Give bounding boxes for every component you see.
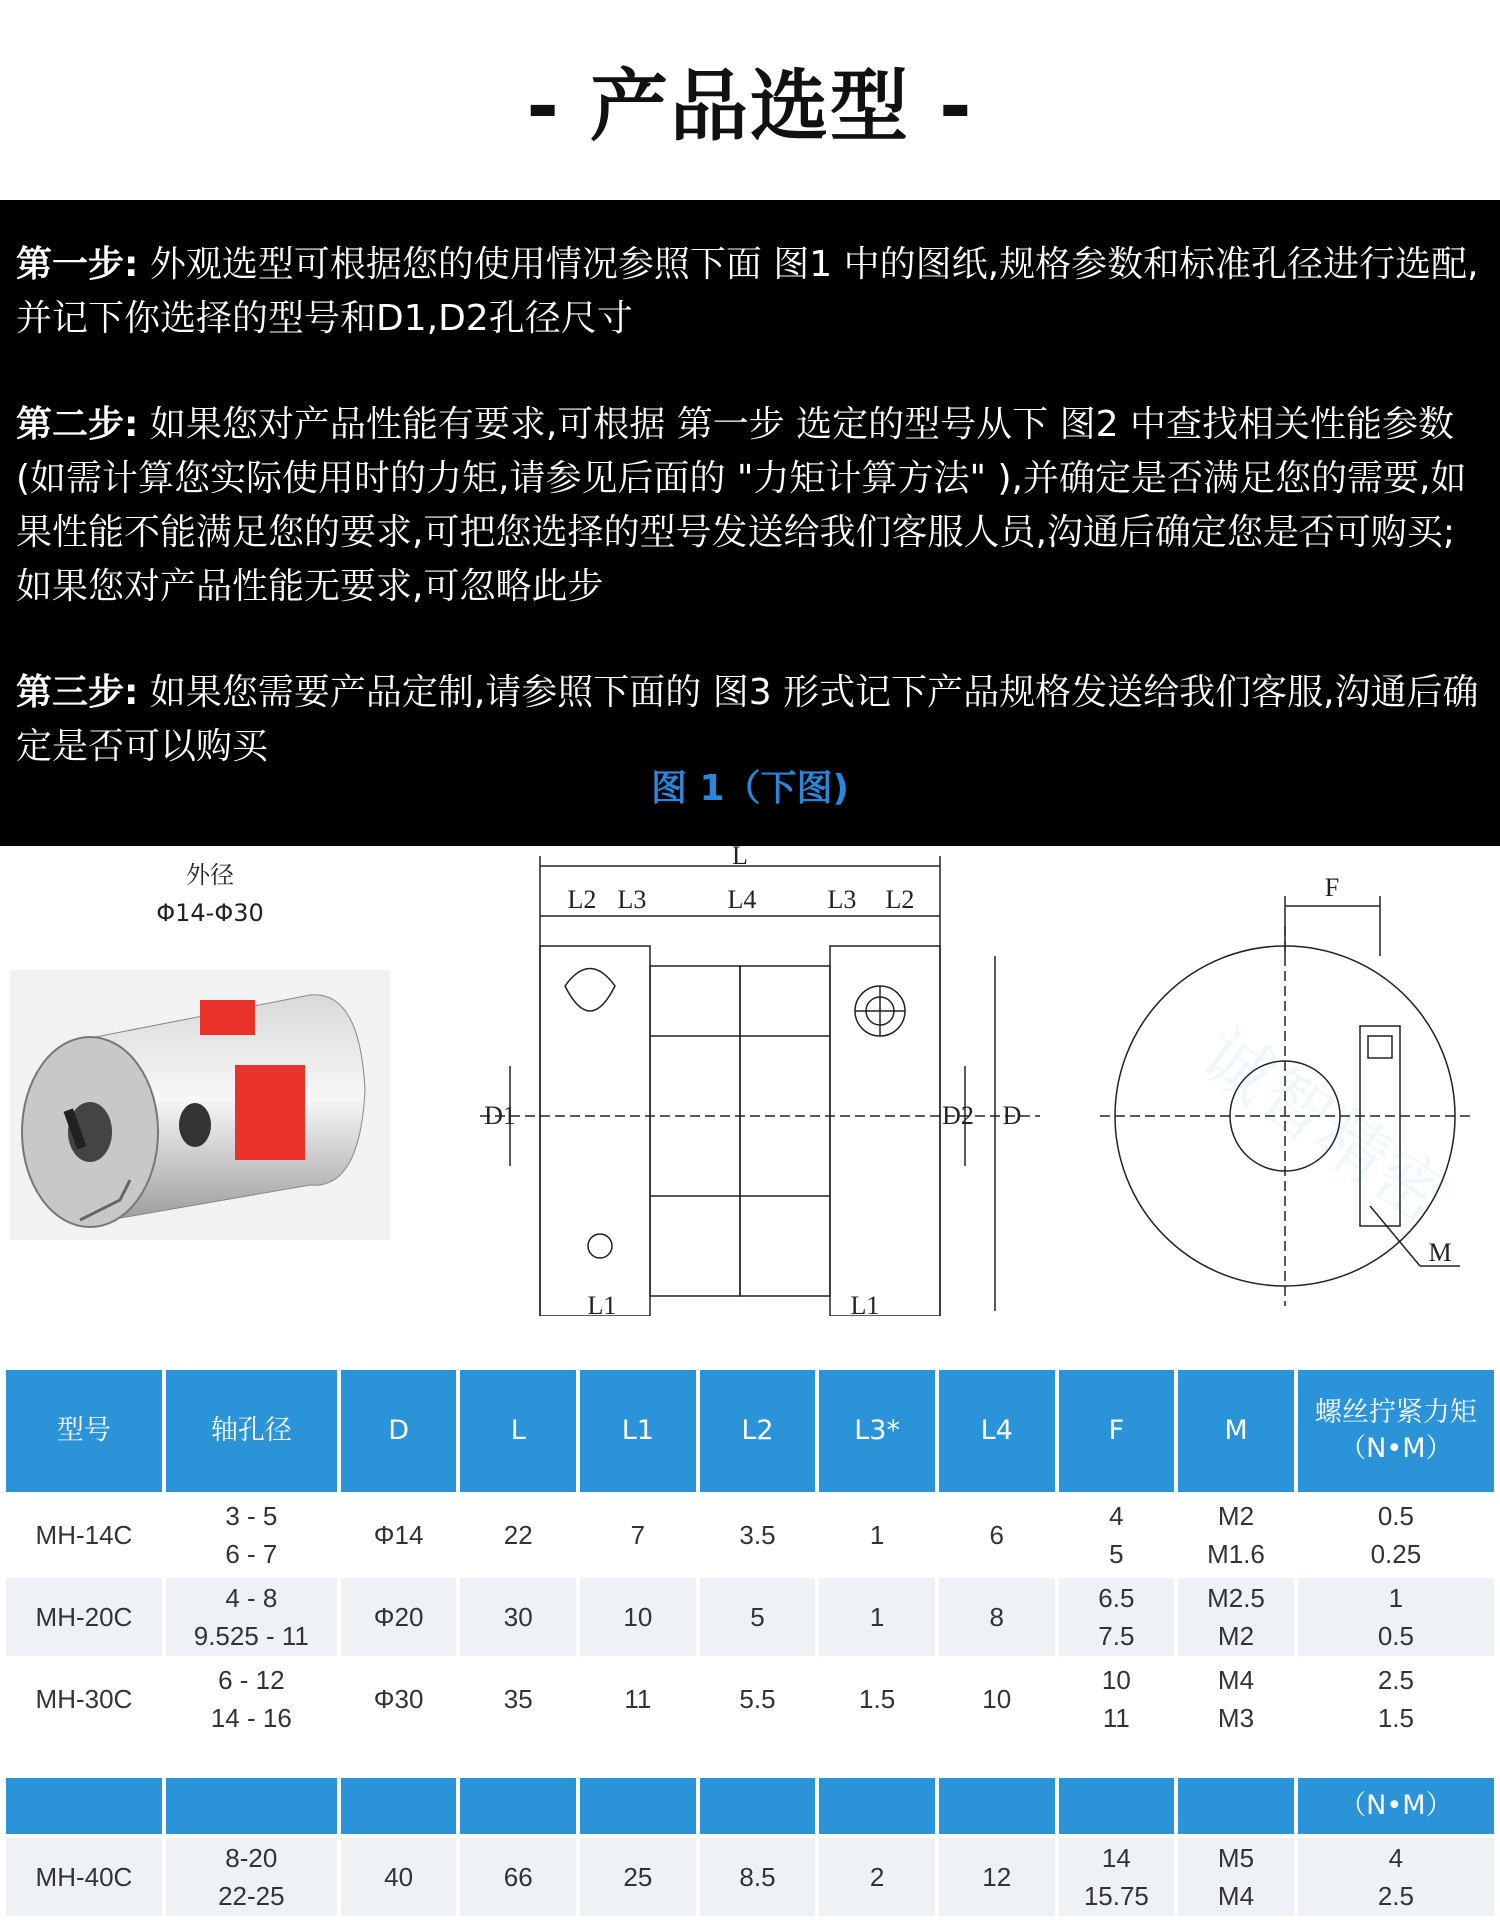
col-torque xyxy=(1298,1370,1494,1492)
step-1 xyxy=(16,238,1486,346)
cell-L3: 2 xyxy=(819,1838,935,1916)
cell-L4: 6 xyxy=(939,1496,1055,1574)
step-2-text: 如果您对产品性能有要求,可根据 第一步 选定的型号从下 图2 中查找相关性能参数(如需计算您实际使用时的力矩,请参见后面的 "力矩计算方法" ),并确定是否满足您的需要,如果性能不能满足您的要求,可把您选择的型号发送给我们客服人员,沟通后确定您是否可购买;如果您对产品性能无要求,可忽略此步 xyxy=(16,404,1467,607)
col-L2 xyxy=(700,1778,816,1834)
cell-L3: 1.5 xyxy=(819,1660,935,1738)
photo-label-line1: 外径 xyxy=(186,861,234,889)
col-torque-label: 螺丝拧紧力矩 xyxy=(1314,1397,1477,1428)
cell-L: 66 xyxy=(460,1838,576,1916)
label-L1-right: L1 xyxy=(850,1291,880,1316)
cell-F: 10 11 xyxy=(1059,1660,1175,1738)
table-header-row xyxy=(6,1370,1494,1492)
step-3 xyxy=(16,666,1486,774)
table-row xyxy=(6,1838,1494,1916)
cell-model: MH-30C xyxy=(6,1660,162,1738)
side-view-drawing xyxy=(480,846,1040,1316)
cell-L2: 8.5 xyxy=(700,1838,816,1916)
cell-torque: 0.5 0.25 xyxy=(1298,1496,1494,1574)
col-L3 xyxy=(819,1778,935,1834)
cell-D: Φ14 xyxy=(341,1496,457,1574)
label-L3-left: L3 xyxy=(617,885,647,914)
cell-L: 30 xyxy=(460,1578,576,1656)
cell-D: Φ20 xyxy=(341,1578,457,1656)
cell-L2: 5 xyxy=(700,1578,816,1656)
cell-bore: 3 - 5 6 - 7 xyxy=(166,1496,337,1574)
cell-L2: 3.5 xyxy=(700,1496,816,1574)
watermark: 诚智精密 xyxy=(1186,1015,1460,1240)
page-title: - 产品选型 - xyxy=(526,62,974,152)
label-D: D xyxy=(1002,1101,1022,1130)
cell-D: 40 xyxy=(341,1838,457,1916)
cell-L: 22 xyxy=(460,1496,576,1574)
photo-label xyxy=(150,856,270,932)
cell-F: 14 15.75 xyxy=(1059,1838,1175,1916)
table-row xyxy=(6,1660,1494,1738)
table-row xyxy=(6,1496,1494,1574)
col-model xyxy=(6,1778,162,1834)
cell-model: MH-40C xyxy=(6,1838,162,1916)
table-2-header-row xyxy=(6,1778,1494,1834)
cell-M: M5 M4 xyxy=(1178,1838,1294,1916)
col-L4: L4 xyxy=(939,1370,1055,1492)
step-1-lead: 第一步: xyxy=(16,244,139,285)
cell-M: M2 M1.6 xyxy=(1178,1496,1294,1574)
cell-model: MH-14C xyxy=(6,1496,162,1574)
step-1-text: 外观选型可根据您的使用情况参照下面 图1 中的图纸,规格参数和标准孔径进行选配,并记下你选择的型号和D1,D2孔径尺寸 xyxy=(16,244,1479,339)
col-F xyxy=(1059,1778,1175,1834)
figure-caption: 图 1（下图) xyxy=(650,768,850,809)
cell-bore: 4 - 8 9.525 - 11 xyxy=(166,1578,337,1656)
cell-bore: 8-20 22-25 xyxy=(166,1838,337,1916)
table-row xyxy=(6,1578,1494,1656)
col-L4 xyxy=(939,1778,1055,1834)
spec-table-block xyxy=(0,1366,1500,1742)
cell-F: 6.5 7.5 xyxy=(1059,1578,1175,1656)
cell-bore: 6 - 12 14 - 16 xyxy=(166,1660,337,1738)
label-D2: D2 xyxy=(942,1101,974,1130)
label-L4: L4 xyxy=(727,885,757,914)
label-M: M xyxy=(1428,1238,1452,1267)
cell-model: MH-20C xyxy=(6,1578,162,1656)
col-D xyxy=(341,1778,457,1834)
cell-L2: 5.5 xyxy=(700,1660,816,1738)
coupling-photo xyxy=(10,970,390,1240)
label-L3-right: L3 xyxy=(827,885,857,914)
col-bore: 轴孔径 xyxy=(166,1370,337,1492)
col-L1: L1 xyxy=(580,1370,696,1492)
col-D: D xyxy=(341,1370,457,1492)
col-L3: L3* xyxy=(819,1370,935,1492)
col-model: 型号 xyxy=(6,1370,162,1492)
cell-L4: 8 xyxy=(939,1578,1055,1656)
col-L2: L2 xyxy=(700,1370,816,1492)
cell-torque: 2.5 1.5 xyxy=(1298,1660,1494,1738)
col-F: F xyxy=(1059,1370,1175,1492)
label-L1-left: L1 xyxy=(587,1291,617,1316)
col-torque-unit: （N•M） xyxy=(1339,1433,1453,1464)
cell-L4: 10 xyxy=(939,1660,1055,1738)
photo-label-line2: Φ14-Φ30 xyxy=(156,899,264,927)
col-L1 xyxy=(580,1778,696,1834)
cell-F: 4 5 xyxy=(1059,1496,1175,1574)
step-3-text: 如果您需要产品定制,请参照下面的 图3 形式记下产品规格发送给我们客服,沟通后确定是否可以购买 xyxy=(16,672,1479,767)
spec-table-2-block xyxy=(0,1774,1500,1920)
label-L2-right: L2 xyxy=(885,885,915,914)
cell-L1: 11 xyxy=(580,1660,696,1738)
label-D1: D1 xyxy=(484,1101,516,1130)
col-M: M xyxy=(1178,1370,1294,1492)
cell-L3: 1 xyxy=(819,1496,935,1574)
end-view-drawing xyxy=(1090,846,1490,1316)
step-2-lead: 第二步: xyxy=(16,404,139,445)
cell-M: M2.5 M2 xyxy=(1178,1578,1294,1656)
cell-L: 35 xyxy=(460,1660,576,1738)
cell-L1: 10 xyxy=(580,1578,696,1656)
step-3-lead: 第三步: xyxy=(16,672,139,713)
cell-torque: 1 0.5 xyxy=(1298,1578,1494,1656)
col-bore xyxy=(166,1778,337,1834)
col-L xyxy=(460,1778,576,1834)
cell-L3: 1 xyxy=(819,1578,935,1656)
instruction-panel xyxy=(0,200,1500,846)
cell-L1: 7 xyxy=(580,1496,696,1574)
cell-D: Φ30 xyxy=(341,1660,457,1738)
cell-torque: 4 2.5 xyxy=(1298,1838,1494,1916)
cell-M: M4 M3 xyxy=(1178,1660,1294,1738)
spec-table-2 xyxy=(2,1774,1498,1920)
label-L: L xyxy=(732,846,748,870)
cell-L1: 25 xyxy=(580,1838,696,1916)
cell-L4: 12 xyxy=(939,1838,1055,1916)
step-2 xyxy=(16,398,1486,614)
label-L2-left: L2 xyxy=(567,885,597,914)
col-M xyxy=(1178,1778,1294,1834)
spec-table xyxy=(2,1366,1498,1742)
label-F: F xyxy=(1324,873,1340,902)
col-torque-unit: （N•M） xyxy=(1298,1778,1494,1834)
col-L: L xyxy=(460,1370,576,1492)
title-band xyxy=(0,0,1500,200)
figure-1 xyxy=(10,846,1490,1316)
